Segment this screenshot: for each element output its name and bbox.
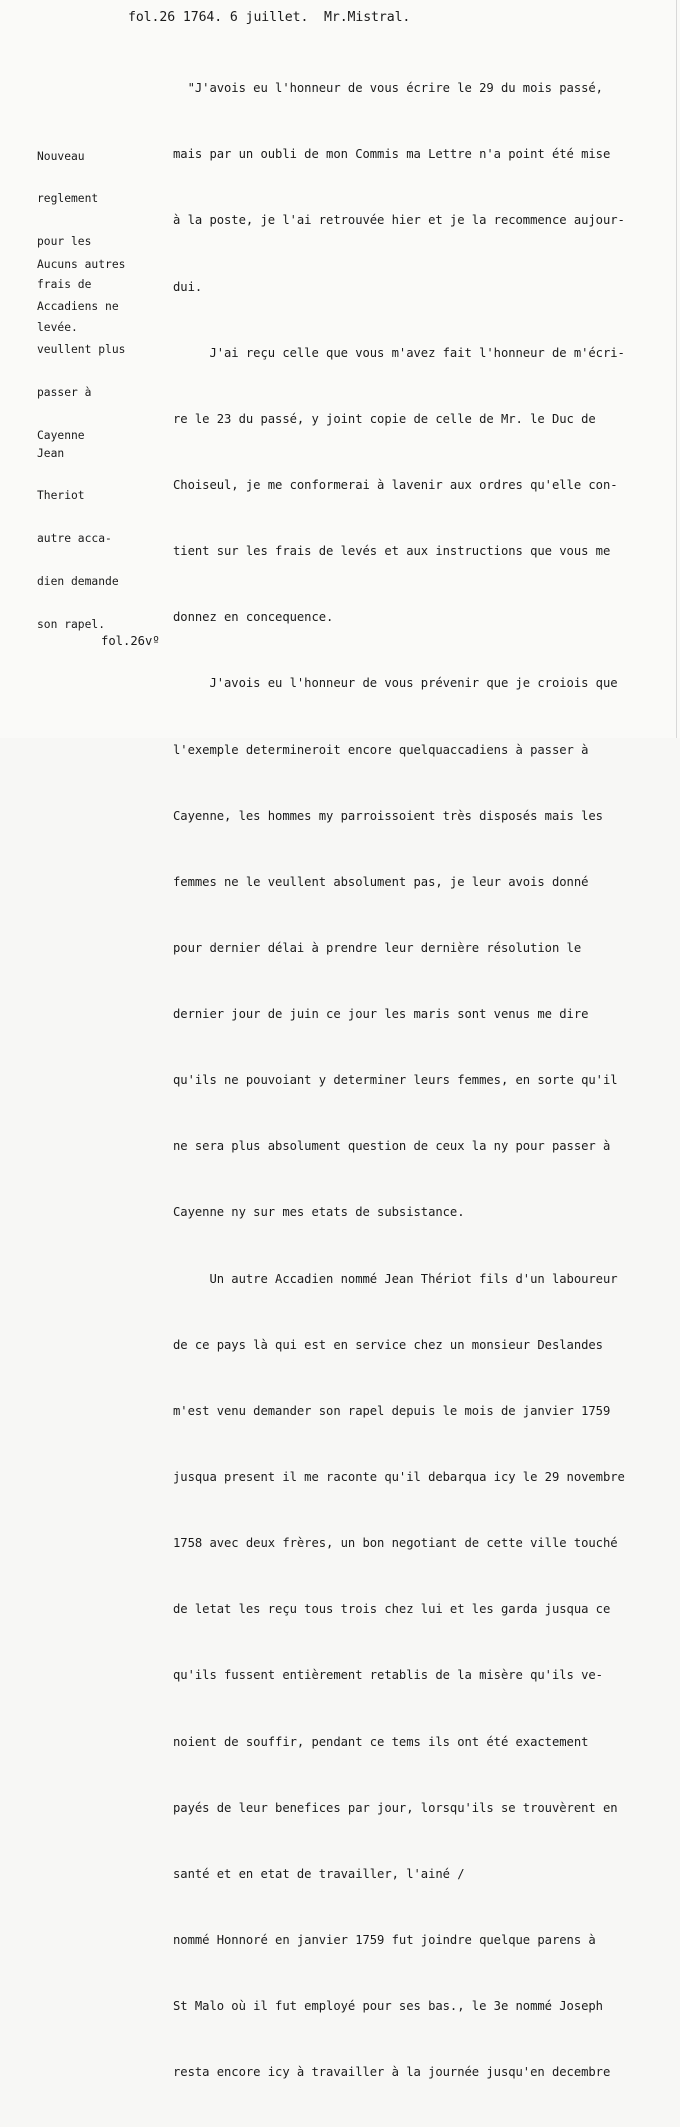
body-line: tient sur les frais de levés et aux instructions que vous me [173,544,611,559]
body-line: de ce pays là qui est en service chez un monsieur Deslandes [173,1337,603,1352]
body-line: 1758 avec deux frères, un bon negotiant de cette ville touché [173,1536,618,1551]
margin-note-line: reglement [37,192,99,206]
body-line: J'avois eu l'honneur de vous prévenir que je croiois que [173,676,618,691]
margin-note-line: Accadiens ne [37,300,119,314]
body-line: dernier jour de juin ce jour les maris sont venus me dire [173,1007,589,1022]
body-line: jusqua present il me raconte qu'il debarqua icy le 29 novembre [173,1470,625,1485]
margin-note-line: son rapel. [37,618,106,632]
margin-note-line: veullent plus [37,343,126,357]
body-line: à la poste, je l'ai retrouvée hier et je la recommence aujour- [173,213,625,228]
body-line: dui. [173,279,203,294]
body-line: noient de souffir, pendant ce tems ils ont été exactement [173,1734,589,1749]
margin-note-line: autre acca- [37,532,112,546]
header-date: 1764. 6 juillet. [182,10,309,25]
body-line: J'ai reçu celle que vous m'avez fait l'honneur de m'écri- [173,345,625,360]
body-line: m'est venu demander son rapel depuis le mois de janvier 1759 [173,1403,611,1418]
body-line: resta encore icy à travailler à la journée jusqu'en decembre [173,2065,611,2080]
body-line: Cayenne ny sur mes etats de subsistance. [173,1205,465,1220]
body-line: Choiseul, je me conformerai à lavenir aux ordres qu'elle con- [173,477,618,492]
header-addressee: Mr.Mistral. [324,10,411,25]
body-line: payés de leur benefices par jour, lorsqu'ils se trouvèrent en [173,1800,618,1815]
body-line: l'exemple determineroit encore quelquaccadiens à passer à [173,742,589,757]
body-line: St Malo où il fut employé pour ses bas., le 3e nommé Joseph [173,1999,603,2014]
folio-verso-marker: fol.26vº [101,634,160,648]
margin-note-line: Cayenne [37,429,85,443]
body-line: de letat les reçu tous trois chez lui et les garda jusqua ce [173,1602,611,1617]
margin-note-jean-theriot [37,418,132,661]
body-line: femmes ne le veullent absolument pas, je leur avois donné [173,874,589,889]
body-line: Un autre Accadien nommé Jean Thériot fils d'un laboureur [173,1271,618,1286]
body-line: mais par un oubli de mon Commis ma Lettre n'a point été mise [173,147,611,162]
margin-note-line: frais de [37,278,92,292]
margin-note-line: Nouveau [37,149,85,163]
body-line: pour dernier délai à prendre leur dernière résolution le [173,940,582,955]
margin-note-line: Aucuns autres [37,257,126,271]
margin-note-line: Theriot [37,489,85,503]
body-line: ne sera plus absolument question de ceux la ny pour passer à [173,1139,611,1154]
body-line: qu'ils fussent entièrement retablis de la misère qu'ils ve- [173,1668,603,1683]
page-edge-line [676,0,677,738]
body-line: "J'avois eu l'honneur de vous écrire le 29 du mois passé, [173,81,603,96]
body-line: donnez en concequence. [173,610,334,625]
body-line: qu'ils ne pouvoiant y determiner leurs femmes, en sorte qu'il [173,1073,618,1088]
body-line: re le 23 du passé, y joint copie de celle de Mr. le Duc de [173,411,596,426]
body-line: santé et en etat de travailler, l'ainé / [173,1866,465,1881]
margin-note-line: pour les [37,235,92,249]
body-line: Cayenne, les hommes my parroissoient très disposés mais les [173,808,603,823]
margin-note-line: levée. [37,321,78,335]
margin-note-line: dien demande [37,575,119,589]
margin-note-line: Jean [37,446,65,460]
letter-body [173,33,625,2127]
body-line: nommé Honnoré en janvier 1759 fut joindre quelque parens à [173,1933,596,1948]
letter-header [128,10,410,25]
header-folio: fol.26 [128,10,176,25]
margin-note-line: passer à [37,386,92,400]
